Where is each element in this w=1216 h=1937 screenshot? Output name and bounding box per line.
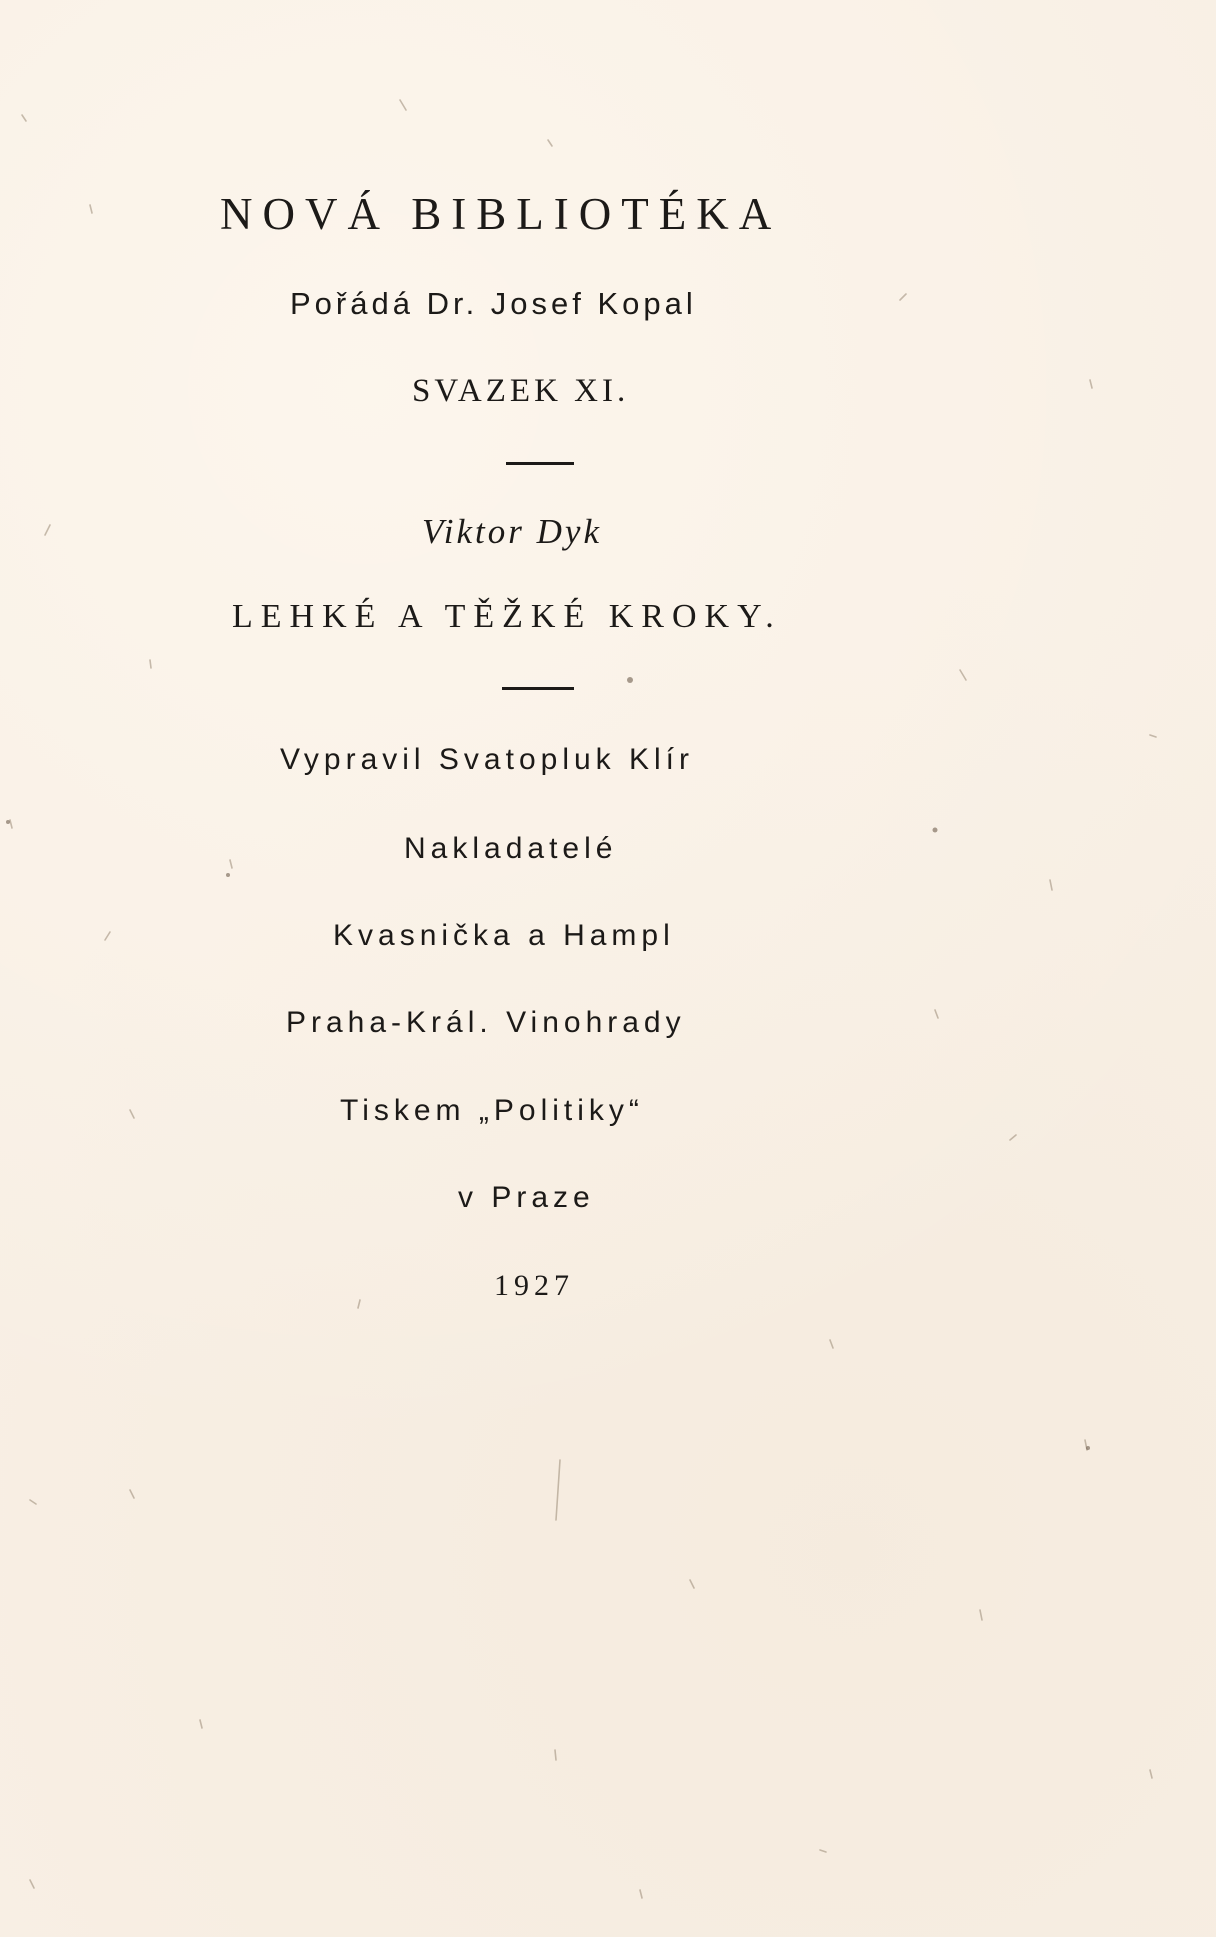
publishers-label: Nakladatelé <box>404 832 618 865</box>
illustrator-line: Vypravil Svatopluk Klír <box>280 743 695 776</box>
author-name: Viktor Dyk <box>422 512 602 551</box>
city-line: v Praze <box>458 1181 595 1214</box>
volume-number: SVAZEK XI. <box>412 373 630 409</box>
printer-line: Tiskem „Politiky“ <box>340 1094 644 1127</box>
divider-rule <box>502 687 574 690</box>
publisher-address: Praha-Král. Vinohrady <box>286 1006 686 1039</box>
series-title: NOVÁ BIBLIOTÉKA <box>220 189 782 239</box>
divider-rule <box>506 462 574 465</box>
publishers-name: Kvasnička a Hampl <box>333 919 675 952</box>
book-title: LEHKÉ A TĚŽKÉ KROKY. <box>232 598 782 635</box>
editor-line: Pořádá Dr. Josef Kopal <box>290 286 697 321</box>
publication-year: 1927 <box>494 1269 574 1302</box>
